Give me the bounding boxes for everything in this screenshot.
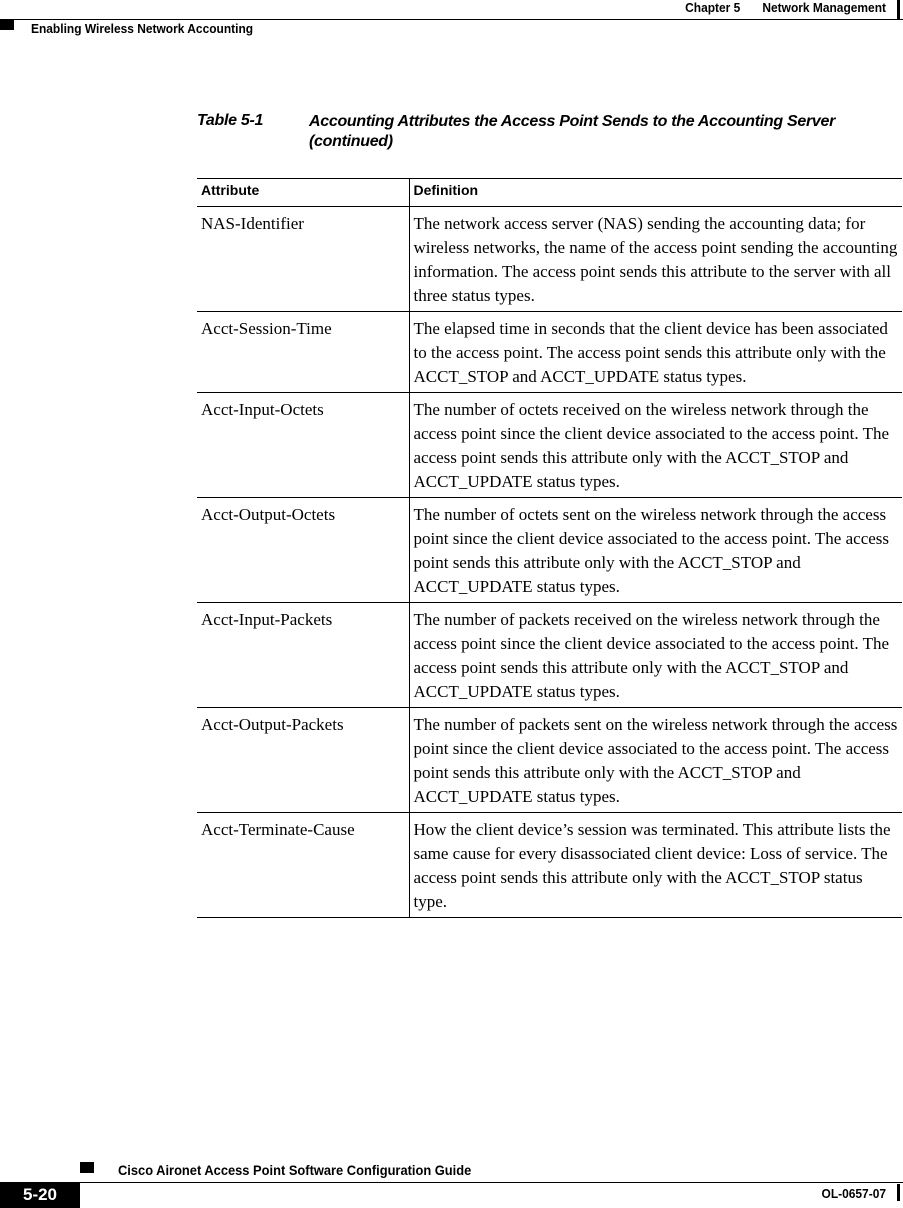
table-title: Accounting Attributes the Access Point Sends to the Accounting Server (continued) [309, 113, 836, 150]
attribute-cell: Acct-Session-Time [197, 312, 409, 393]
table-row [197, 708, 902, 813]
attribute-cell: Acct-Input-Octets [197, 393, 409, 498]
definition-cell: The network access server (NAS) sending the accounting data; for wireless networks, the name of the access point sending the accounting information. The access point sends this attribute to the server with all three status types. [409, 207, 902, 312]
chapter-title: Network Management [762, 0, 886, 15]
definition-cell: The number of packets sent on the wireless network through the access point since the client device associated to the access point. The access point sends this attribute only with the ACCT_STOP and ACCT_UPDATE status types. [409, 708, 902, 813]
footer-tab-marker [80, 1162, 94, 1173]
table-row [197, 393, 902, 498]
table-row [197, 498, 902, 603]
header-rule [0, 19, 903, 20]
table-number: Table 5-1 [197, 112, 264, 129]
chapter-number: Chapter 5 [685, 0, 741, 15]
column-header-attribute: Attribute [197, 179, 409, 207]
page-number: 5-20 [0, 1182, 80, 1208]
attribute-cell: NAS-Identifier [197, 207, 409, 312]
running-header-chapter [586, 0, 886, 15]
running-header-section: Enabling Wireless Network Accounting [31, 21, 254, 36]
attribute-cell: Acct-Output-Octets [197, 498, 409, 603]
table-row [197, 312, 902, 393]
document-number: OL-0657-07 [821, 1186, 886, 1201]
column-header-definition: Definition [409, 179, 902, 207]
footer-guide-title: Cisco Aironet Access Point Software Configuration Guide [118, 1162, 472, 1178]
footer-rule [0, 1182, 903, 1183]
attribute-cell: Acct-Output-Packets [197, 708, 409, 813]
footer-end-bar [897, 1184, 900, 1201]
header-tab-marker [0, 19, 14, 30]
definition-cell: The elapsed time in seconds that the client device has been associated to the access point. The access point sends this attribute only with the ACCT_STOP and ACCT_UPDATE status types. [409, 312, 902, 393]
header-end-bar [897, 0, 900, 20]
table-row [197, 207, 902, 312]
table-row [197, 813, 902, 918]
definition-cell: The number of octets received on the wireless network through the access point since the client device associated to the access point. The access point sends this attribute only with the ACCT_STOP and ACCT_UPDATE status types. [409, 393, 902, 498]
definition-cell: The number of packets received on the wireless network through the access point since the client device associated to the access point. The access point sends this attribute only with the ACCT_STOP and ACCT_UPDATE status types. [409, 603, 902, 708]
definition-cell: The number of octets sent on the wireless network through the access point since the client device associated to the access point. The access point sends this attribute only with the ACCT_STOP and ACCT_UPDATE status types. [409, 498, 902, 603]
table-header-row [197, 179, 902, 207]
definition-cell: How the client device’s session was terminated. This attribute lists the same cause for every disassociated client device: Loss of service. The access point sends this attribute only with the ACCT_STOP status type. [409, 813, 902, 918]
table-row [197, 603, 902, 708]
accounting-attributes-table [197, 178, 902, 918]
attribute-cell: Acct-Input-Packets [197, 603, 409, 708]
attribute-cell: Acct-Terminate-Cause [197, 813, 409, 918]
